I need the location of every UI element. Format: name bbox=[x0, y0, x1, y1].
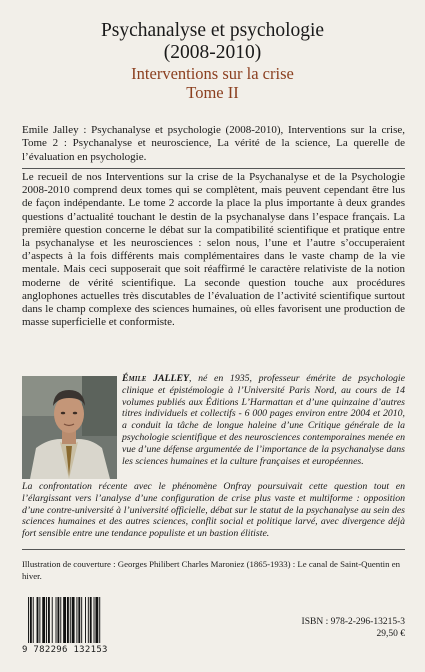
divider-top bbox=[22, 168, 405, 169]
barcode bbox=[22, 597, 134, 657]
description-paragraph: Le recueil de nos Interventions sur la crise de la Psychanalyse et de la Psychologie 2008-2010 comprend deux tomes qui se complètent, mais peuvent cependant être lus de façon indépendante. Le tome 2 accorde la place la plus importante à deux grandes questions d’actualité touchant le destin de la psychanalyse dans l’espace français. La première question concerne le débat sur la compatibilité scientifique et pratique entre la psychanalyse et les neurosciences : selon nous, l’une et l’autre s’occuperaient d’aspects à la fois différents mais complémentaires dans le vaste champ de la vie mentale. Mais ceci supposerait que soit réaffirmé le caractère relativiste de la notion moderne de vérité scientifique. La seconde question touche aux procédures anglophones actuelles très discutables de l’évaluation de l’activité scientifique surtout dans le champ complexe des sciences humaines, où elles favorisent une production de masse superficielle et conformiste. bbox=[22, 171, 405, 329]
divider-bottom bbox=[22, 549, 405, 550]
cover-illustration-credit: Illustration de couverture : Georges Philibert Charles Maroniez (1865-1933) : Le canal de Saint-Quentin en hiver. bbox=[22, 559, 400, 581]
book-dates: (2008-2010) bbox=[163, 42, 262, 63]
isbn: ISBN : 978-2-296-13215-3 bbox=[301, 617, 405, 627]
book-title: Psychanalyse et psychologie bbox=[100, 20, 325, 41]
author-name: Émile JALLEY bbox=[122, 373, 190, 384]
author-bio-text: , né en 1935, professeur émérite de psychologie clinique et épistémologie à l’Université Paris Nord, au cours de 14 volumes publiés aux Éditions L’Harmattan et d’une quinzaine d’autres titres individuels et collectifs - 6 000 pages environ entre 2004 et 2010, a conduit la tâche de longue haleine d’une Critique générale de la psychologie scientifique et des neurosciences contemporaines menée en vue d’une défense argumentée de l’importance de la psychanalyse dans les sciences humaines et la culture françaises et européennes. bbox=[122, 373, 405, 467]
author-photo bbox=[22, 376, 117, 479]
author-portrait-image bbox=[22, 376, 117, 479]
summary-paragraph: Emile Jalley : Psychanalyse et psychologie (2008-2010), Interventions sur la crise, Tome 2 : Psychanalyse et neuroscience, La vérité de la science, La querelle de l’évaluation en psychologie. bbox=[22, 124, 405, 163]
author-bio-top bbox=[122, 373, 405, 467]
barcode-bars bbox=[28, 597, 128, 643]
barcode-digits: 9 782296 132153 bbox=[22, 645, 108, 655]
book-volume: Tome II bbox=[186, 83, 239, 102]
book-subtitle: Interventions sur la crise bbox=[131, 64, 294, 83]
title-block bbox=[0, 20, 425, 102]
author-bio-bottom: La confrontation récente avec le phénomène Onfray poursuivait cette question tout en l’élargissant vers l’analyse d’une configuration de crise plus vaste et multiforme : opposition d’une contre-université à l’université officielle, débat sur le statut de la psychanalyse au sein des sciences humaines et des autres sciences, conflit social et politique larvé, avec divergence déjà fort sensible entre une tendance populiste et un bastion élitiste. bbox=[22, 481, 405, 540]
price: 29,50 € bbox=[376, 629, 405, 639]
